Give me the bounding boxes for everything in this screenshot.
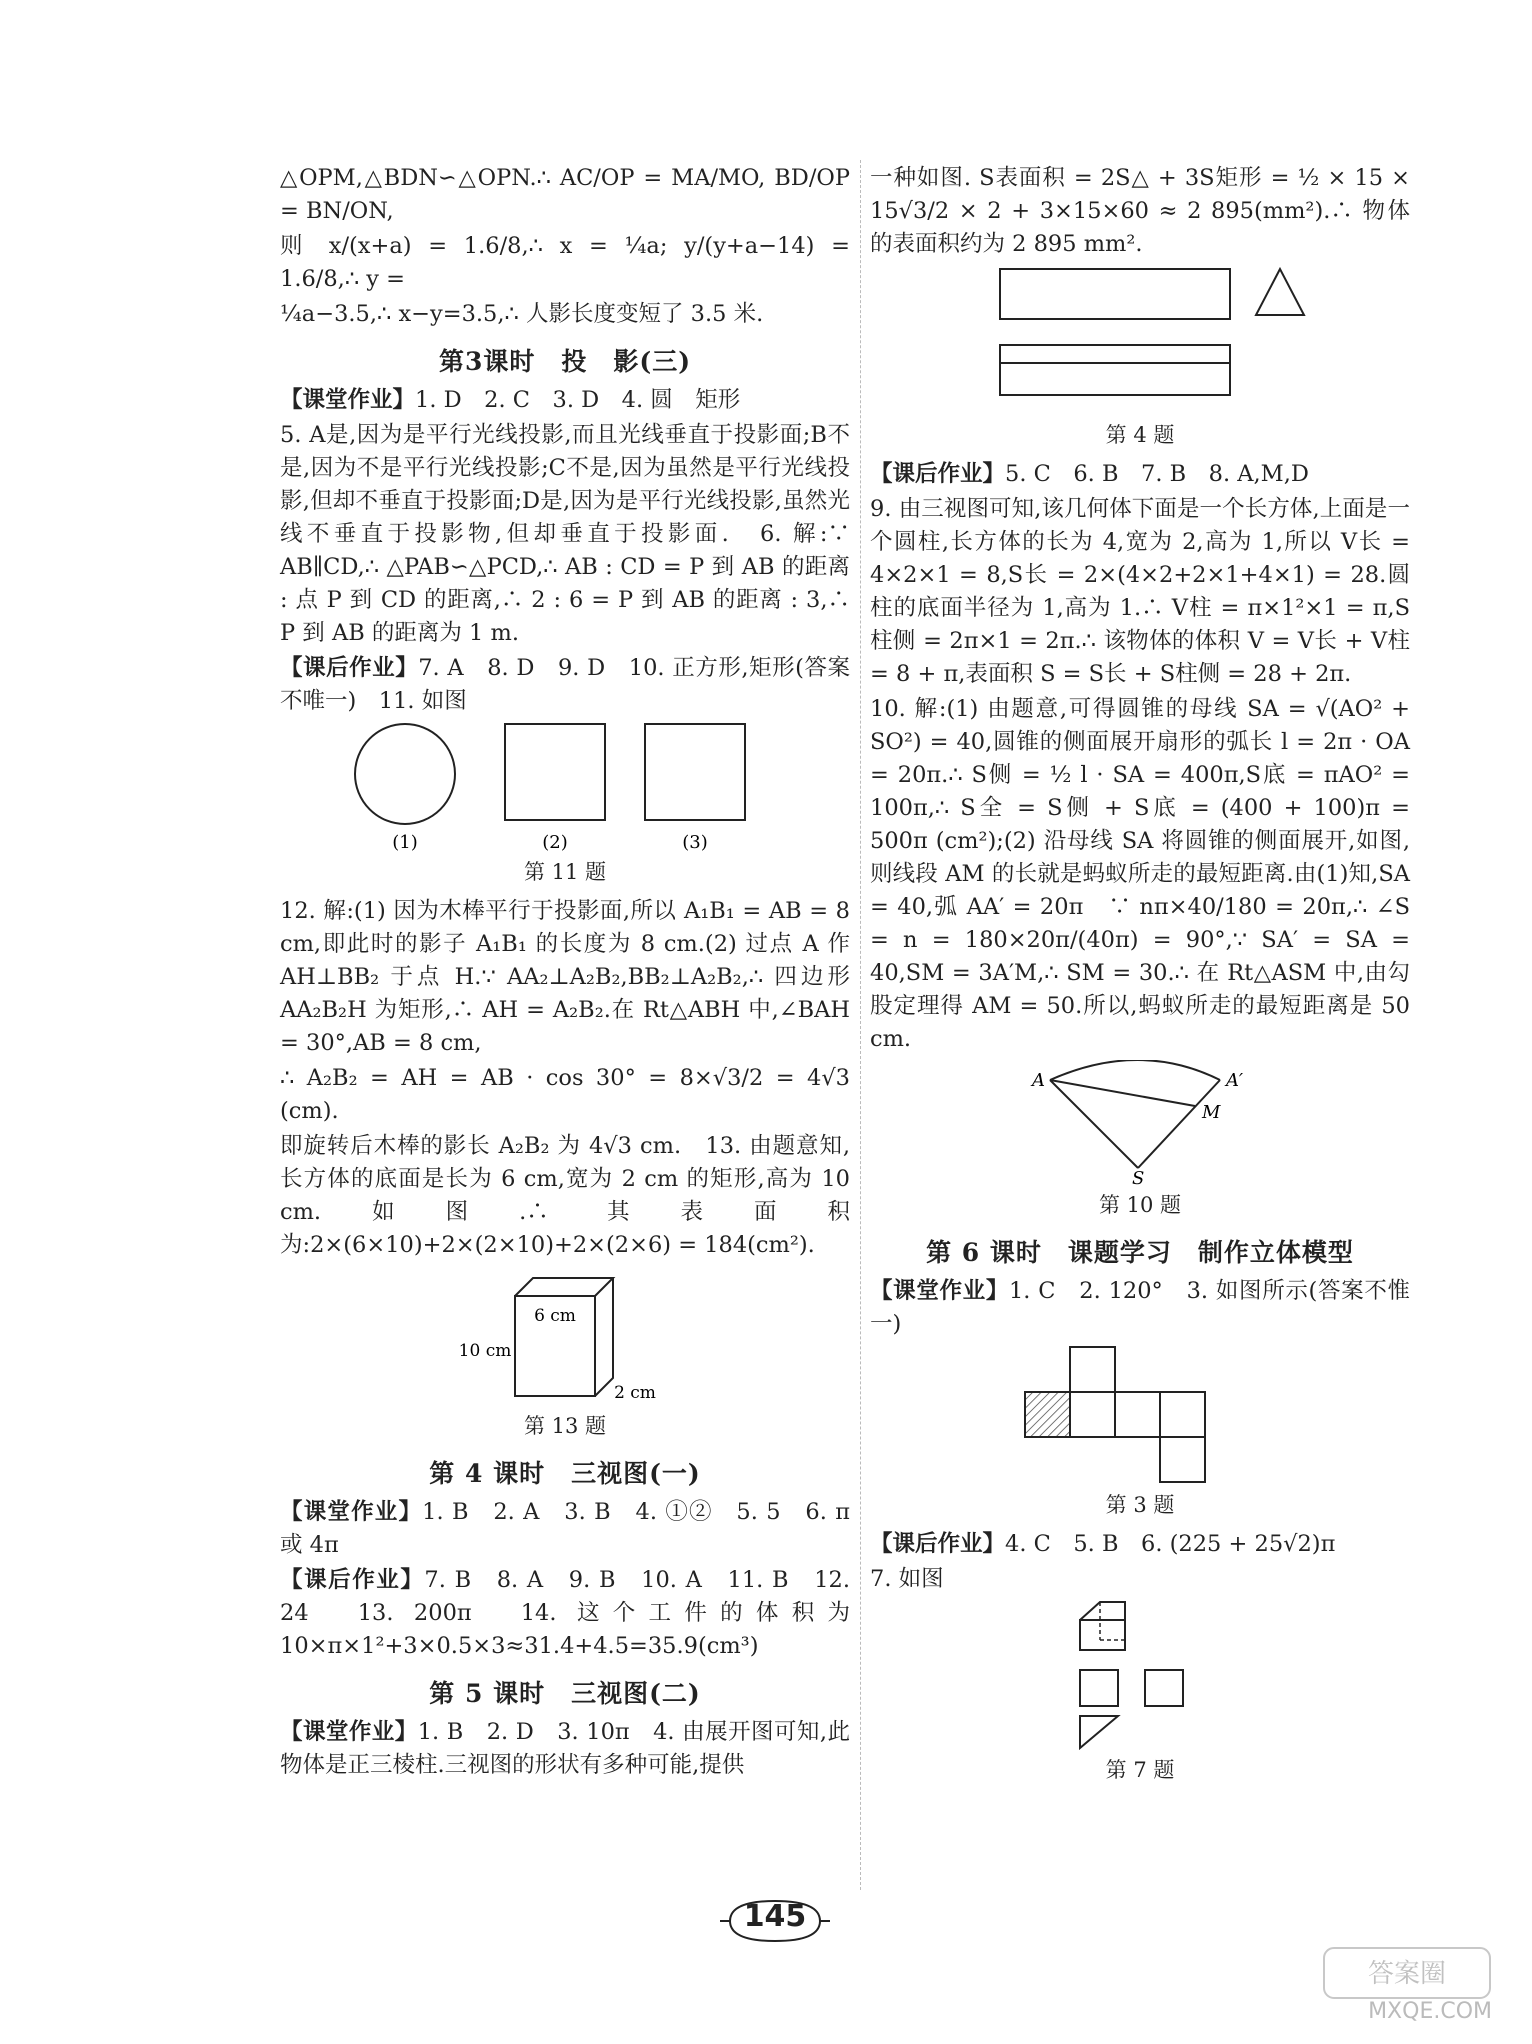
- section-title: 第 5 课时 三视图(二): [429, 1679, 701, 1708]
- figure-caption: 第 10 题: [1098, 1193, 1182, 1217]
- answer-text: 5. A是,因为是平行光线投影,而且光线垂直于投影面;B不是,因为不是平行光线投影;C不是,因为虽然是平行光线投影,但却不垂直于投影面;D是,因为是平行光线投影,虽然光线不垂直于投影物,但却垂直于投影面. 6. 解:∵ AB∥CD,∴ △PAB∽△PCD,∴ AB : CD = P 到 AB 的距离 : 点 P 到 CD 的距离,∴ 2 : 6 = P 到 AB 的距离 : 3,∴ P 到 AB 的距离为 1 m.: [280, 422, 850, 646]
- answer-text: △OPM,△BDN∽△OPN.∴ AC/OP = MA/MO, BD/OP = BN/ON,: [280, 165, 850, 224]
- figure-label: (2): [542, 832, 568, 852]
- page-number: 145: [743, 1899, 807, 1934]
- right-column: [870, 160, 1410, 1793]
- answer-text: ∴ A₂B₂ = AH = AB · cos 30° = 8×√3/2 = 4√3 (cm).: [280, 1065, 850, 1124]
- answer-line: [280, 384, 850, 417]
- figure-label: M: [1202, 1102, 1221, 1123]
- watermark: MXQE.COM: [1368, 1999, 1492, 2024]
- figure-caption: 第 7 题: [1105, 1758, 1175, 1782]
- figure-4-views: [960, 265, 1320, 415]
- square-shape: [645, 724, 745, 820]
- figure-label: (1): [392, 832, 418, 852]
- class-work-tag: 【课堂作业】: [870, 1278, 1009, 1304]
- answer-text: 即旋转后木棒的影长 A₂B₂ 为 4√3 cm. 13. 由题意知,长方体的底面是长为 6 cm,宽为 2 cm 的矩形,高为 10 cm.如图.∴ 其表面积为:2×(6×10)+2×(2×10)+2×(2×6) = 184(cm²).: [280, 1133, 850, 1258]
- answer-text: 1. B 2. D 3. 10π 4. 由展开图可知,此物体是正三棱柱.三视图的形状有多种可能,提供: [280, 1719, 850, 1778]
- figure-caption: 第 4 题: [1105, 423, 1175, 447]
- answer-text: 12. 解:(1) 因为木棒平行于投影面,所以 A₁B₁ = AB = 8 cm,即此时的影子 A₁B₁ 的长度为 8 cm.(2) 过点 A 作 AH⊥BB₂ 于点 H.∵ AA₂⊥A₂B₂,BB₂⊥A₂B₂,∴ 四边形 AA₂B₂H 为矩形,∴ AH = A₂B₂.在 Rt△ABH 中,∠BAH = 30°,AB = 8 cm,: [280, 898, 850, 1056]
- answer-line: [280, 1716, 850, 1782]
- answer-text: 7. B 8. A 9. B 10. A 11. B 12. 24 13. 200π 14. 这个工件的体积为 10×π×1²+3×0.5×3≈31.4+4.5=35.9(cm³): [280, 1567, 850, 1659]
- figure-7-views: [1060, 1600, 1220, 1750]
- figure-label: 6 cm: [534, 1306, 576, 1326]
- answer-line: [280, 652, 850, 718]
- answer-text: 7. 如图: [870, 1566, 944, 1592]
- figure-caption: 第 11 题: [523, 860, 607, 884]
- figure-10-sector: [1020, 1060, 1260, 1185]
- answer-line: [280, 1564, 850, 1663]
- watermark-logo-text: 答案圈: [1367, 1959, 1447, 1989]
- circle-shape: [355, 724, 455, 824]
- answer-text: 则 x/(x+a) = 1.6/8,∴ x = ¼a; y/(y+a−14) = 1.6/8,∴ y =: [280, 233, 850, 292]
- answer-text: 一种如图. S表面积 = 2S△ + 3S矩形 = ½ × 15 × 15√3/2 × 2 + 3×15×60 ≈ 2 895(mm²).∴ 物体的表面积约为 2 895 mm².: [870, 165, 1410, 257]
- figure-label: S: [1132, 1168, 1145, 1185]
- figure-label: 10 cm: [458, 1341, 512, 1361]
- figure-label: (3): [682, 832, 708, 852]
- figure-label: A: [1032, 1070, 1045, 1091]
- class-work-tag: 【课堂作业】: [280, 1719, 418, 1745]
- figure-caption: 第 3 题: [1105, 1493, 1175, 1517]
- answer-line: [870, 1528, 1410, 1561]
- homework-tag: 【课后作业】: [870, 1531, 1006, 1557]
- figure-13-box: [455, 1266, 675, 1406]
- homework-tag: 【课后作业】: [870, 461, 1006, 487]
- figure-caption: 第 13 题: [523, 1414, 607, 1438]
- answer-text: 9. 由三视图可知,该几何体下面是一个长方体,上面是一个圆柱,长方体的长为 4,宽为 2,高为 1,所以 V长 = 4×2×1 = 8,S长 = 2×(4×2+2×1+4×1) = 28.圆柱的底面半径为 1,高为 1.∴ V柱 = π×1²×1 = π,S柱侧 = 2π×1 = 2π.∴ 该物体的体积 V = V长 + V柱 = 8 + π,表面积 S = S长 + S柱侧 = 28 + 2π.: [870, 496, 1410, 687]
- answer-line: [870, 1275, 1410, 1341]
- answer-text: ¼a−3.5,∴ x−y=3.5,∴ 人影长度变短了 3.5 米.: [280, 301, 764, 327]
- answer-text: 1. C 2. 120° 3. 如图所示(答案不惟一): [870, 1278, 1410, 1337]
- section-title: 第3课时 投 影(三): [438, 347, 692, 376]
- watermark-logo: [1322, 1946, 1492, 2000]
- figure-label: A′: [1226, 1070, 1244, 1091]
- answer-text: 7. A 8. D 9. D 10. 正方形,矩形(答案不唯一) 11. 如图: [280, 655, 850, 714]
- answer-text: 4. C 5. B 6. (225 + 25√2)π: [1005, 1531, 1336, 1557]
- square-shape: [505, 724, 605, 820]
- class-work-tag: 【课堂作业】: [280, 1499, 423, 1525]
- answer-text: 5. C 6. B 7. B 8. A,M,D: [1005, 461, 1309, 487]
- section-title: 第 4 课时 三视图(一): [429, 1459, 701, 1488]
- figure-3-net: [1020, 1345, 1260, 1485]
- answer-line: [280, 1496, 850, 1562]
- answer-text: 10. 解:(1) 由题意,可得圆锥的母线 SA = √(AO² + SO²) = 40,圆锥的侧面展开扇形的弧长 l = 2π · OA = 20π.∴ S侧 = ½ l · SA = 400π,S底 = πAO² = 100π,∴ S全 = S侧 + S底 = (400 + 100)π = 500π (cm²);(2) 沿母线 SA 将圆锥的侧面展开,如图,则线段 AM 的长就是蚂蚁所走的最短距离.由(1)知,SA = 40,弧 AA′ = 20π ∵ nπ×40/180 = 20π,∴ ∠S = n = 180×20π/(40π) = 90°,∵ SA′ = SA = 40,SM = 3A′M,∴ SM = 30.∴ 在 Rt△ASM 中,由勾股定理得 AM = 50.所以,蚂蚁所走的最短距离是 50 cm.: [870, 696, 1410, 1052]
- figure-label: 2 cm: [614, 1383, 656, 1403]
- homework-tag: 【课后作业】: [280, 655, 419, 681]
- answer-text: 1. D 2. C 3. D 4. 圆 矩形: [415, 387, 741, 413]
- answer-line: [870, 458, 1410, 491]
- left-column: [280, 160, 850, 1784]
- answer-text: 1. B 2. A 3. B 4. ①② 5. 5 6. π 或 4π: [280, 1499, 850, 1558]
- section-title: 第 6 课时 课题学习 制作立体模型: [926, 1238, 1354, 1267]
- column-divider: [860, 160, 862, 1890]
- figure-11: [345, 722, 785, 852]
- homework-tag: 【课后作业】: [280, 1567, 425, 1593]
- class-work-tag: 【课堂作业】: [280, 387, 416, 413]
